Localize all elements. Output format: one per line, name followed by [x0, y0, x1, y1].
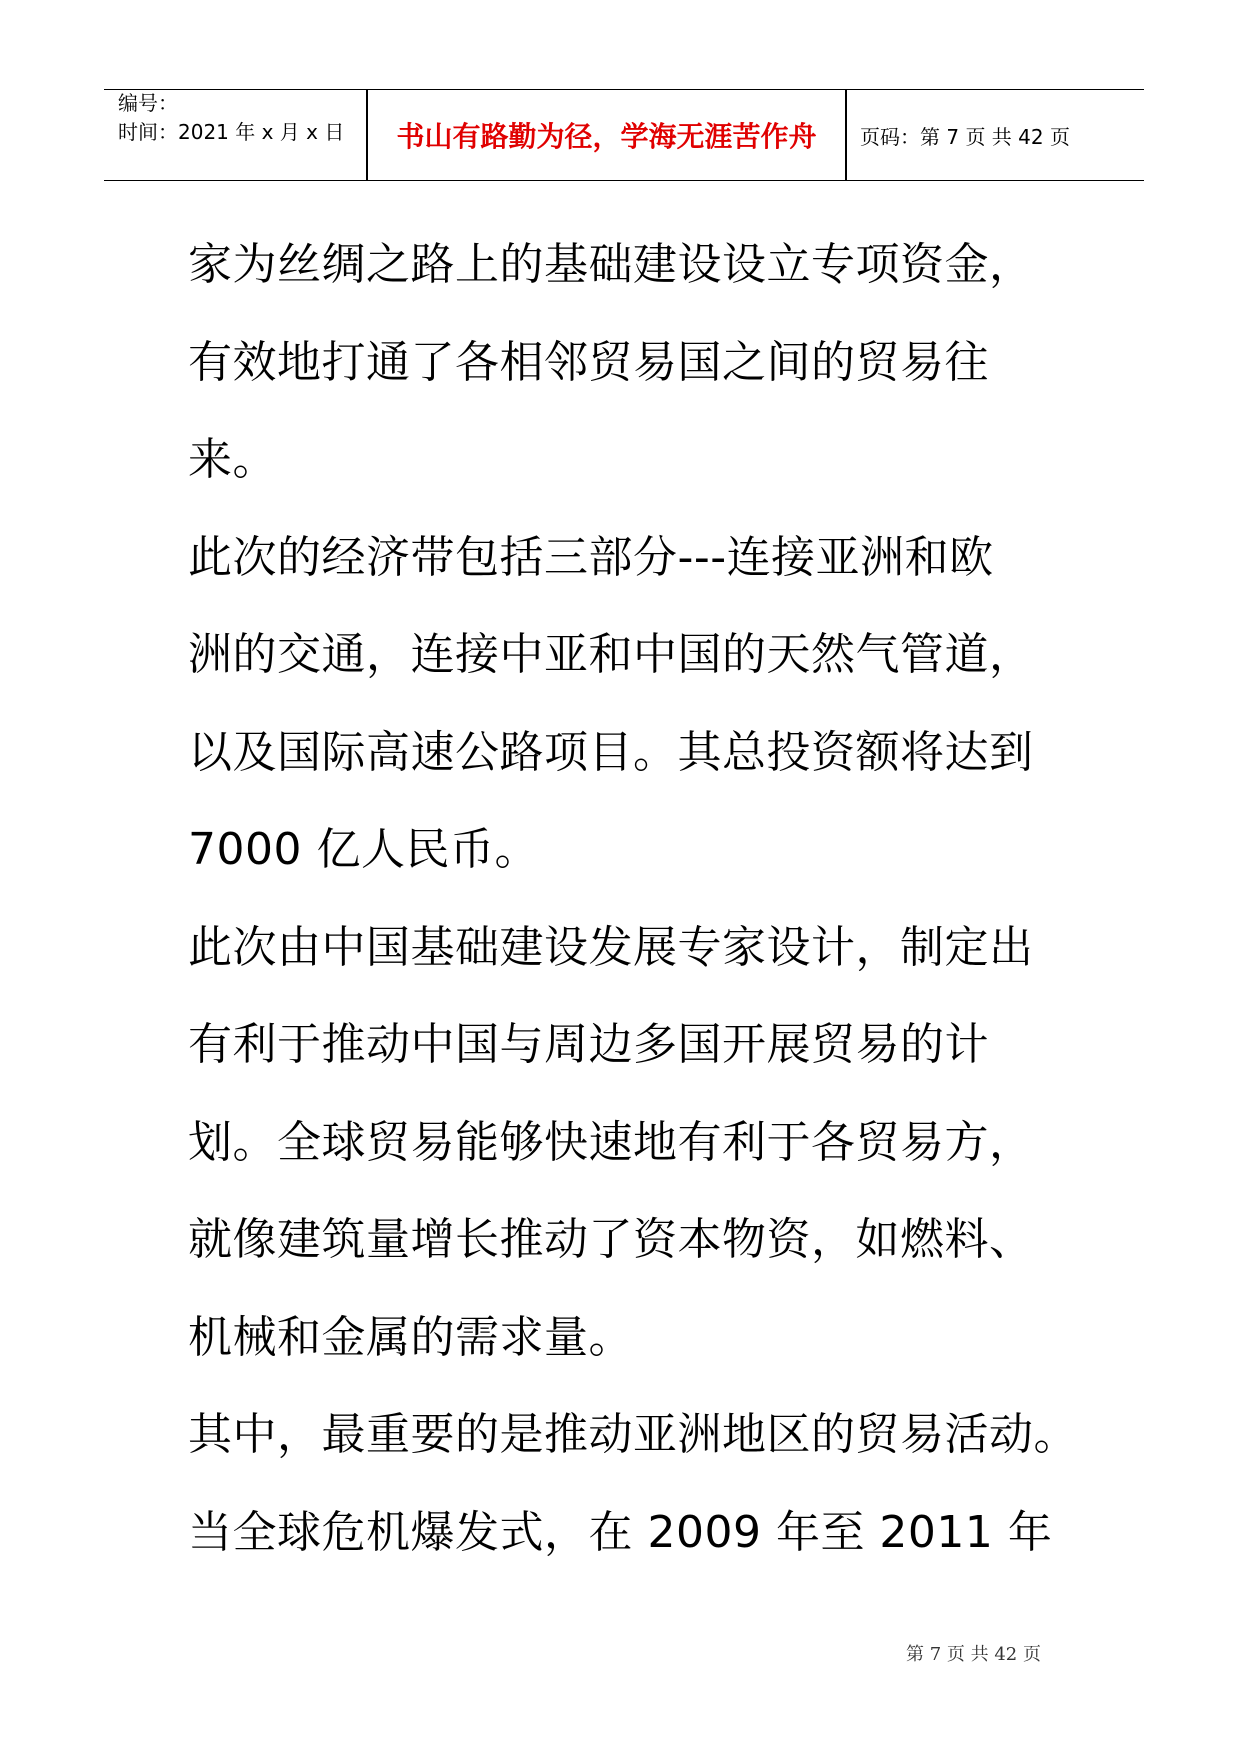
- body-text: [188, 216, 1108, 1581]
- body-line: 就像建筑量增长推动了资本物资，如燃料、: [188, 1214, 1034, 1265]
- body-line: 此次的经济带包括三部分---连接亚洲和欧: [188, 531, 994, 583]
- body-line: 其中，最重要的是推动亚洲地区的贸易活动。: [188, 1409, 1078, 1460]
- header-motto: 书山有路勤为径，学海无涯苦作舟: [396, 120, 817, 153]
- body-line: 当全球危机爆发式，在 2009 年至 2011 年: [188, 1506, 1053, 1558]
- body-line: 家为丝绸之路上的基础建设设立专项资金，: [188, 239, 1034, 290]
- body-line: 以及国际高速公路项目。其总投资额将达到: [188, 726, 1034, 778]
- page-footer: 第 7 页 共 42 页: [906, 1644, 1041, 1665]
- body-line: 7000 亿人民币。: [188, 824, 539, 875]
- body-line: 机械和金属的需求量。: [188, 1311, 633, 1363]
- document-code-label: 编号：: [118, 91, 178, 115]
- header-divider: [845, 90, 847, 180]
- page-header: [104, 89, 1144, 181]
- document-date-label: 时间：2021 年 x 月 x 日: [118, 120, 345, 144]
- body-line: 洲的交通，连接中亚和中国的天然气管道，: [188, 629, 1034, 680]
- header-meta: [118, 90, 370, 180]
- body-line: 来。: [188, 434, 277, 485]
- body-line: 此次由中国基础建设发展专家设计，制定出: [188, 921, 1034, 973]
- body-line: 划。全球贸易能够快速地有利于各贸易方，: [188, 1116, 1034, 1168]
- body-line: 有利于推动中国与周边多国开展贸易的计: [188, 1019, 989, 1070]
- header-page-info: 页码：第 7 页 共 42 页: [860, 124, 1070, 149]
- body-line: 有效地打通了各相邻贸易国之间的贸易往: [188, 336, 989, 388]
